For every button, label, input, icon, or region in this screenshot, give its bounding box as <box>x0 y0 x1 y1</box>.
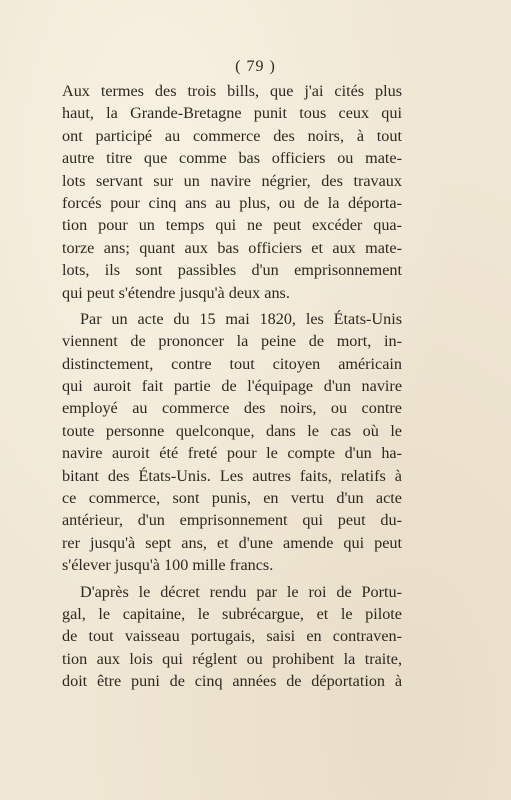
paragraph-1 <box>62 80 402 304</box>
text-line: lots, ils sont passibles d'un emprisonnement <box>62 261 402 280</box>
text-line: ce commerce, sont punis, en vertu d'un acte <box>62 489 402 508</box>
text-line: de tout vaisseau portugais, saisi en contraven- <box>62 627 402 646</box>
text-line: antérieur, d'un emprisonnement qui peut du- <box>62 511 402 530</box>
text-line: viennent de prononcer la peine de mort, in- <box>62 332 402 351</box>
text-line: torze ans; quant aux bas officiers et aux mate- <box>62 238 402 257</box>
text-line: D'après le décret rendu par le roi de Portu- <box>80 582 402 601</box>
text-line: haut, la Grande-Bretagne punit tous ceux qui <box>62 104 402 123</box>
paragraph-2 <box>62 308 402 577</box>
text-line: Par un acte du 15 mai 1820, les États-Unis <box>80 309 402 328</box>
text-line: s'élever jusqu'à 100 mille francs. <box>62 556 274 575</box>
text-line: tion pour un temps qui ne peut excéder qua- <box>62 216 402 235</box>
text-line: navire auroit été freté pour le compte d'un ha- <box>62 444 402 463</box>
text-line: distinctement, contre tout citoyen américain <box>62 354 402 373</box>
page-number: ( 79 ) <box>235 58 276 75</box>
text-line: forcés pour cinq ans au plus, ou de la déporta- <box>62 193 402 212</box>
body-text <box>62 80 402 693</box>
text-line: bitant des États-Unis. Les autres faits, relatifs à <box>62 466 402 485</box>
text-line: ont participé au commerce des noirs, à tout <box>62 126 402 145</box>
text-line: autre titre que comme bas officiers ou mate- <box>62 149 402 168</box>
text-line: toute personne quelconque, dans le cas où le <box>62 421 402 440</box>
text-line: Aux termes des trois bills, que j'ai cités plus <box>62 82 402 100</box>
text-line: tion aux lois qui réglent ou prohibent la traite, <box>62 649 402 668</box>
text-line: qui auroit fait partie de l'équipage d'un navire <box>62 377 402 396</box>
paragraph-3 <box>62 581 402 693</box>
text-line: rer jusqu'à sept ans, et d'une amende qui peut <box>62 533 402 552</box>
text-line: employé au commerce des noirs, ou contre <box>62 399 402 418</box>
text-line: lots servant sur un navire négrier, des travaux <box>62 171 402 190</box>
text-line: gal, le capitaine, le subrécargue, et le pilote <box>62 604 402 623</box>
text-line: doit être puni de cinq années de déportation à <box>62 672 402 691</box>
text-line: qui peut s'étendre jusqu'à deux ans. <box>62 283 290 302</box>
